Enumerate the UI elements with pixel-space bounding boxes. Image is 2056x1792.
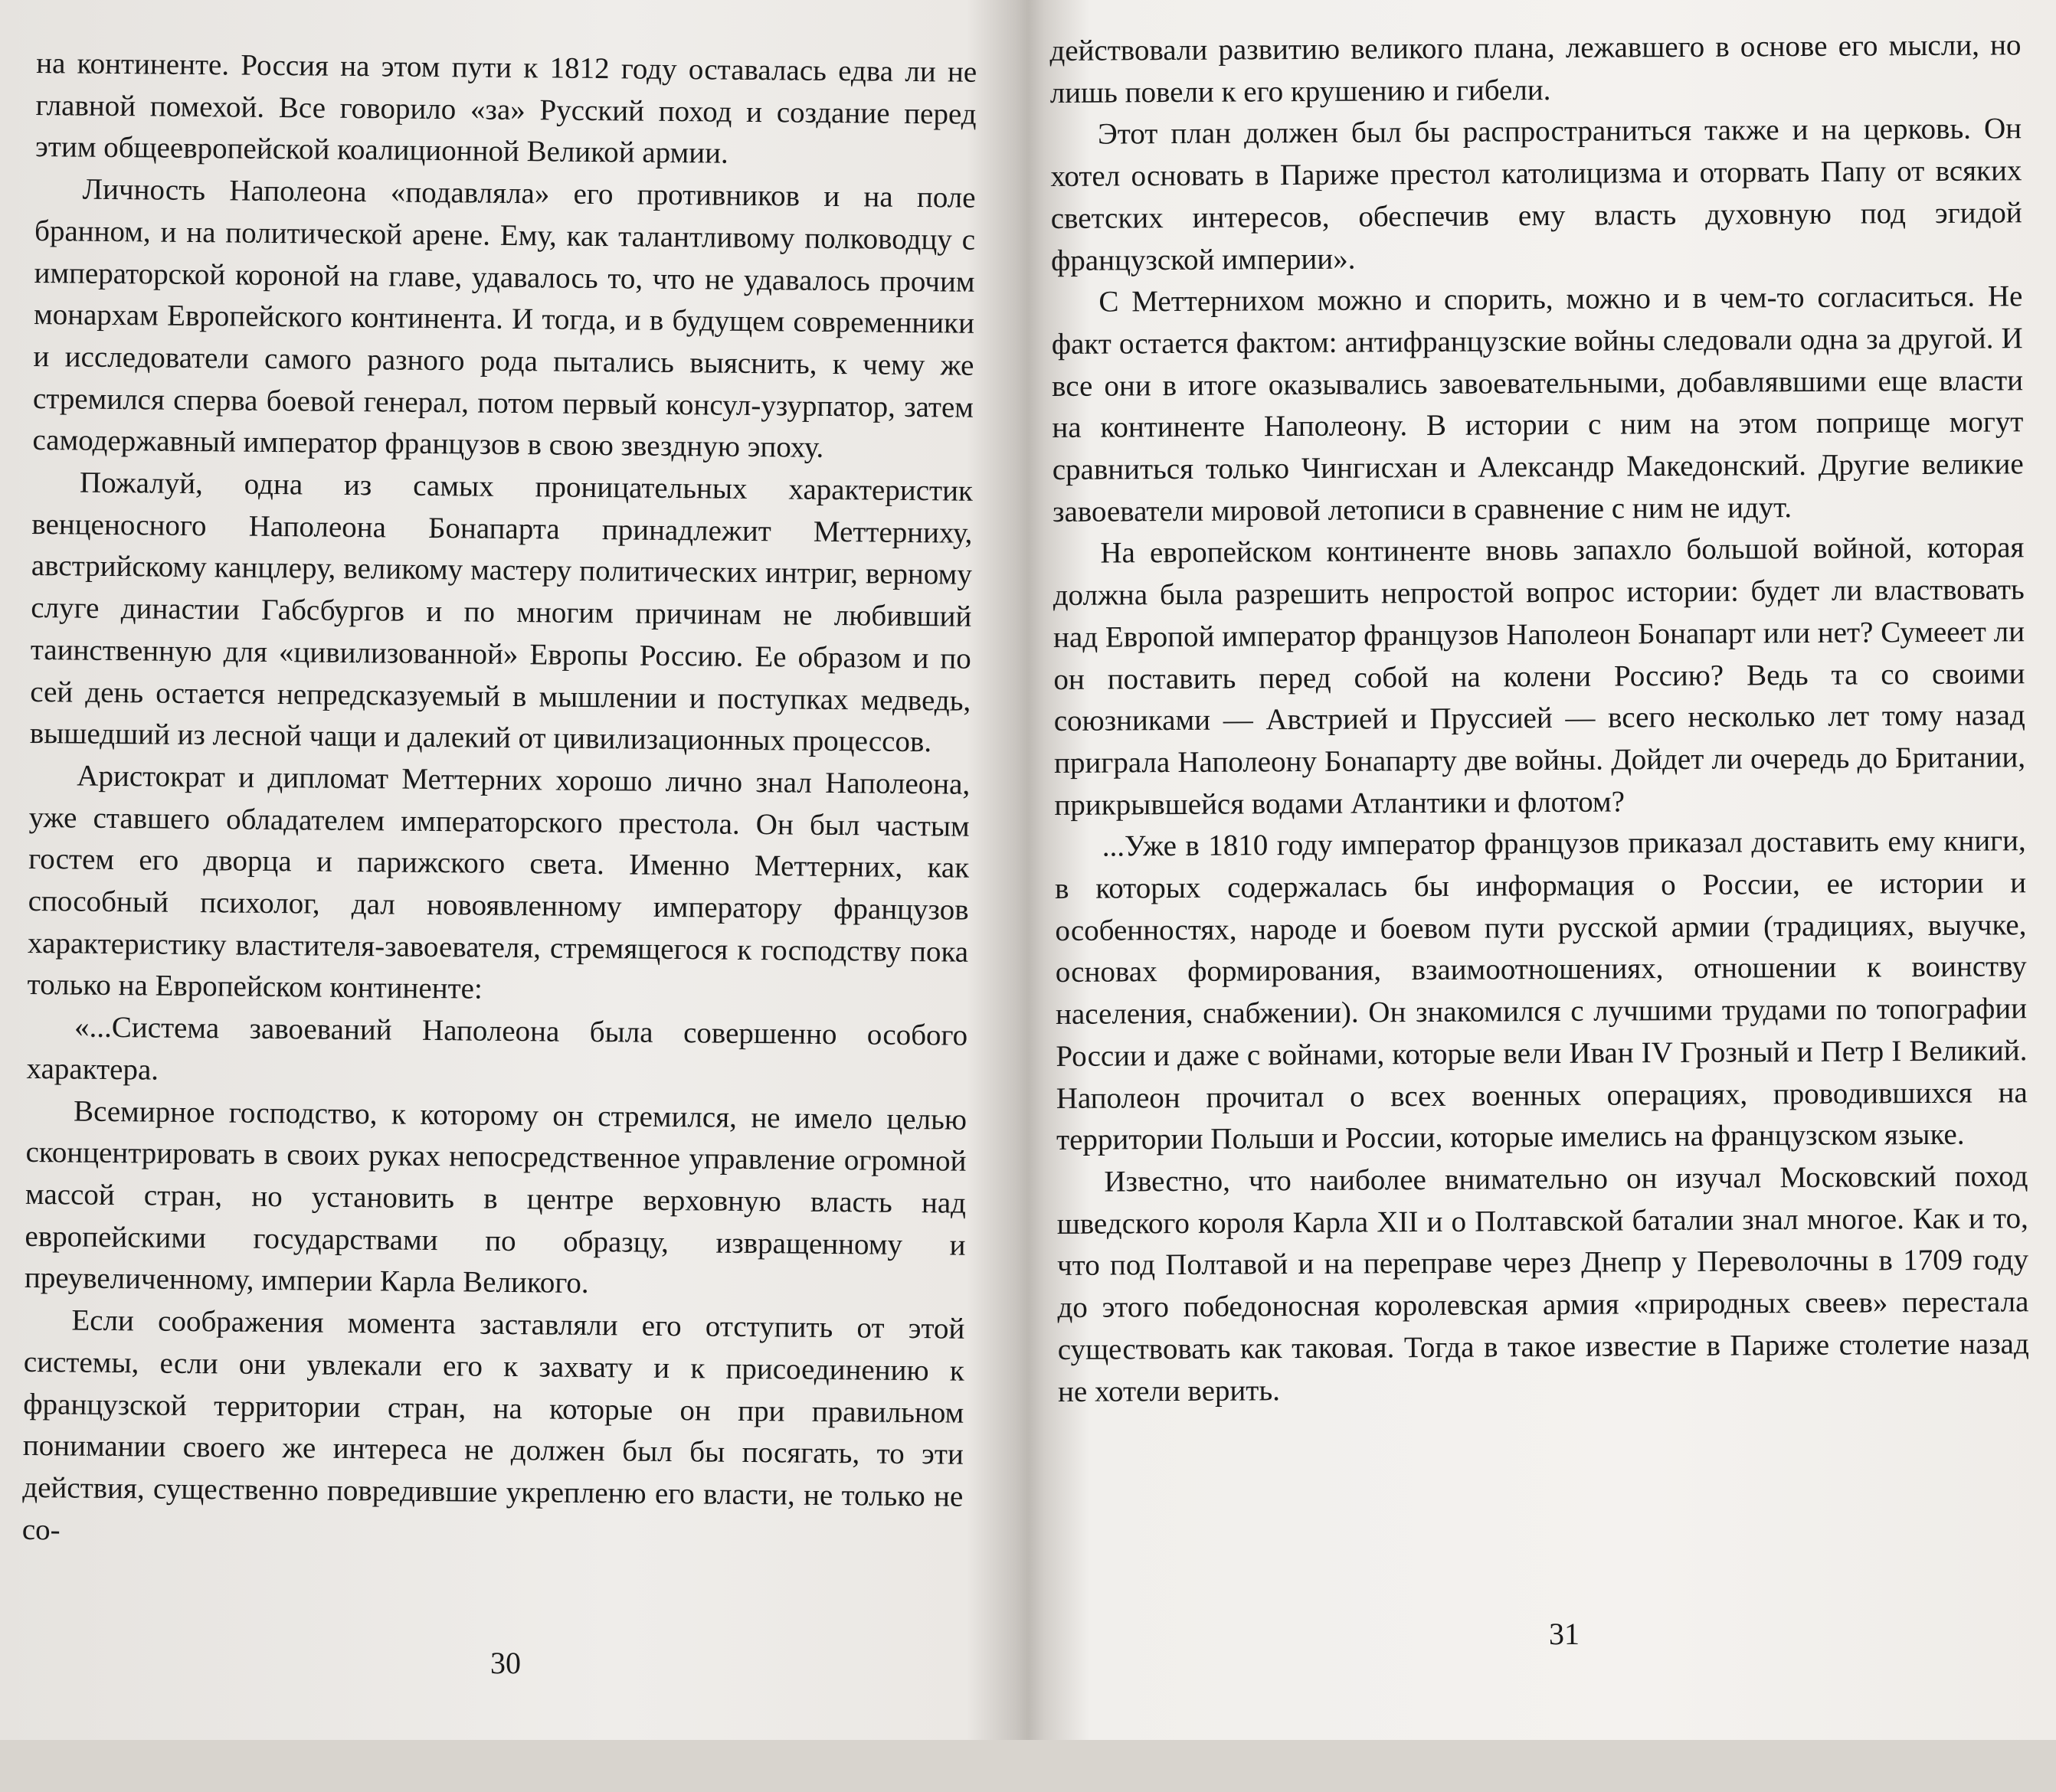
right-page-number: 31 xyxy=(1549,1617,1580,1651)
left-paragraph-7: Если соображения момента заставляли его отступить от этой системы, если они увлекали его к захвату и к присоединению к французской территории стран, на которые он при правильном понимании своего же интереса не должен был бы посягать, то эти действия, существенно повредившие укрепленю его власти, не только не со- xyxy=(21,1303,965,1546)
left-paragraph-3: Пожалуй, одна из самых проницательных характеристик венценосного Наполеона Бонапарта принадлежит Меттерниху, австрийскому канцлеру, великому мастеру политических интриг, верному слуге династии Габсбургов и по многим причинам не любивший таинственную для «цивилизованной» Европы Россию. Ее образом и по сей день остается непредсказуемый в мышлении и поступках медведь, вышедший из лесной чащи и далекий от цивилизационных процессов. xyxy=(29,466,974,759)
left-paragraph-5: «...Система завоеваний Наполеона была совершенно особого характера. xyxy=(26,1010,968,1087)
right-paragraph-4: На европейском континенте вновь запахло большой войной, которая должна была разрешить непростой вопрос истории: будет ли властвовать над Европой император французов Наполеон Бонапарт или нет? Сумеeет ли он поставить перед собой на колени Россию? Ведь та со своими союзниками — Австрией и Пруссией — всего несколько лет тому назад приграла Наполеону Бонапарту две войны. Дойдет ли очередь до Британии, прикрывшейся водами Атлантики и флотом? xyxy=(1053,531,2026,822)
right-paragraph-5: ...Уже в 1810 году император французов приказал доставить ему книги, в которых содержалась бы информация о России, ее истории и особенностях, народе и боевом пути русской армии (традициях, выучке, основах формирования, взаимоотношениях, отношении к воинству населения, снабжении). Он знакомился с лучшими трудами по топографии России и даже с войнами, которые вели Иван IV Грозный и Петр I Великий. Наполеон прочитал о всех военных операциях, проводившихся на территории Польши и России, которые имелись на французском языке. xyxy=(1054,824,2028,1157)
right-page xyxy=(1049,0,2031,1771)
left-page xyxy=(20,0,977,1792)
right-paragraph-2: Этот план должен был бы распространиться также и на церковь. Он хотел основать в Париже престол католицизма и оторвать Папу от всяких светских интересов, обеспечив ему власть духовную под эгидой французской империи». xyxy=(1050,112,2022,277)
left-page-number: 30 xyxy=(490,1646,521,1680)
right-paragraph-6: Известно, что наиболее внимательно он изучал Московский поход шведского короля Карла XII и о Полтавской баталии знал многое. Как и то, что под Полтавой и на переправе через Днепр у Переволочны в 1709 году до этого победоносная королевская армия «природных свеев» перестала существовать как таковая. Тогда в такое известие в Париже столетие назад не хотели верить. xyxy=(1056,1159,2029,1408)
left-paragraph-2: Личность Наполеона «подавляла» его противников и на поле бранном, и на политической арене. Ему, как талантливому полководцу с императорской короной на главе, удавалось то, что не удавалось прочим монархам Европейского континента. И тогда, и в будущем современники и исследователи самого разного рода пытались выяснить, к чему же стремился сперва боевой генерал, потом первый консул-узурпатор, затем самодержавный император французов в свою звездную эпоху. xyxy=(32,172,976,465)
right-paragraph-3: С Меттернихом можно и спорить, можно и в чем-то согласиться. Не факт остается фактом: антифранцузские войны следовали одна за другой. И все они в итоге оказывались завоевательными, добавлявшими еще власти на континенте Наполеону. В истории с ним на этом поприще могут сравниться только Чингисхан и Александр Македонский. Другие великие завоеватели мировой летописи в сравнение с ним не идут. xyxy=(1051,280,2024,528)
left-paragraph-1: на континенте. Россия на этом пути к 1812 году оставалась едва ли не главной помехой. Все говорило «за» Русский поход и создание перед этим общеевропейской коалиционной Великой армии. xyxy=(34,46,977,171)
left-paragraph-4: Аристократ и дипломат Меттерних хорошо лично знал Наполеона, уже ставшего обладателем императорского престола. Он был частым гостем его дворца и парижского света. Именно Меттерних, как способный психолог, дал новоявленному императору французов характеристику властителя-завоевателя, стремящегося к господству пока только на Европейском континенте: xyxy=(27,759,971,1006)
right-paragraph-1: действовали развитию великого плана, лежавшего в основе его мысли, но лишь повели к его крушению и гибели. xyxy=(1049,28,2022,110)
left-paragraph-6: Всемирное господство, к которому он стремился, не имело целью сконцентрировать в своих руках непосредственное управление огромной массой стран, но установить в центре верховную власть над европейскими государствами по образцу, извращенному и преувеличенному, империи Карла Великого. xyxy=(24,1094,967,1300)
